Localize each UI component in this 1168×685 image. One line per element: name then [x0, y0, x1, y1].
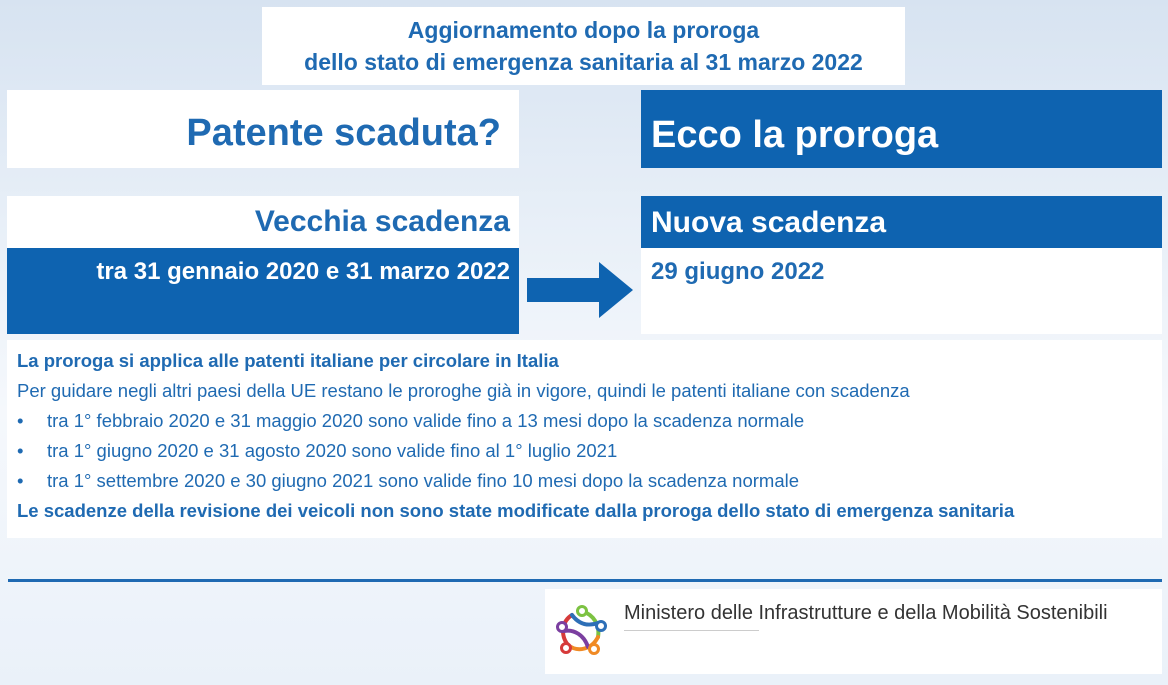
banner-line-1: Aggiornamento dopo la proroga — [407, 17, 760, 43]
info-line-italy: La proroga si applica alle patenti italiane per circolare in Italia — [17, 350, 559, 371]
list-item-text: tra 1° settembre 2020 e 30 giugno 2021 sono valide fino 10 mesi dopo la scadenza normale — [47, 470, 800, 491]
list-item — [17, 406, 1162, 436]
old-expiry-value: tra 31 gennaio 2020 e 31 marzo 2022 — [7, 248, 519, 334]
bullet-icon: • — [17, 470, 24, 491]
right-arrow-icon — [527, 262, 635, 318]
info-panel — [7, 340, 1162, 538]
list-item-text: tra 1° febbraio 2020 e 31 maggio 2020 sono valide fino a 13 mesi dopo la scadenza normale — [47, 410, 805, 431]
network-circles-icon — [554, 603, 610, 659]
headline-right: Ecco la proroga — [641, 90, 1162, 168]
info-line-eu: Per guidare negli altri paesi della UE restano le proroghe già in vigore, quindi le patenti italiane con scadenza — [17, 380, 910, 401]
new-expiry-title: Nuova scadenza — [641, 196, 1162, 248]
ministry-name: Ministero delle Infrastrutture e della Mobilità Sostenibili — [624, 602, 1108, 624]
list-item — [17, 436, 1162, 466]
bullet-icon: • — [17, 410, 24, 431]
banner-line-2: dello stato di emergenza sanitaria al 31 marzo 2022 — [304, 49, 863, 75]
new-expiry-value: 29 giugno 2022 — [641, 248, 1162, 334]
info-footer: Le scadenze della revisione dei veicoli non sono state modificate dalla proroga dello stato di emergenza sanitaria — [17, 500, 1015, 521]
divider — [8, 579, 1162, 582]
old-expiry-title: Vecchia scadenza — [7, 196, 519, 248]
list-item-text: tra 1° giugno 2020 e 31 agosto 2020 sono valide fino al 1° luglio 2021 — [47, 440, 618, 461]
top-banner — [262, 7, 905, 85]
headline-left: Patente scaduta? — [7, 90, 519, 168]
list-item — [17, 466, 1162, 496]
bullet-icon: • — [17, 440, 24, 461]
ministry-rule — [624, 630, 759, 631]
